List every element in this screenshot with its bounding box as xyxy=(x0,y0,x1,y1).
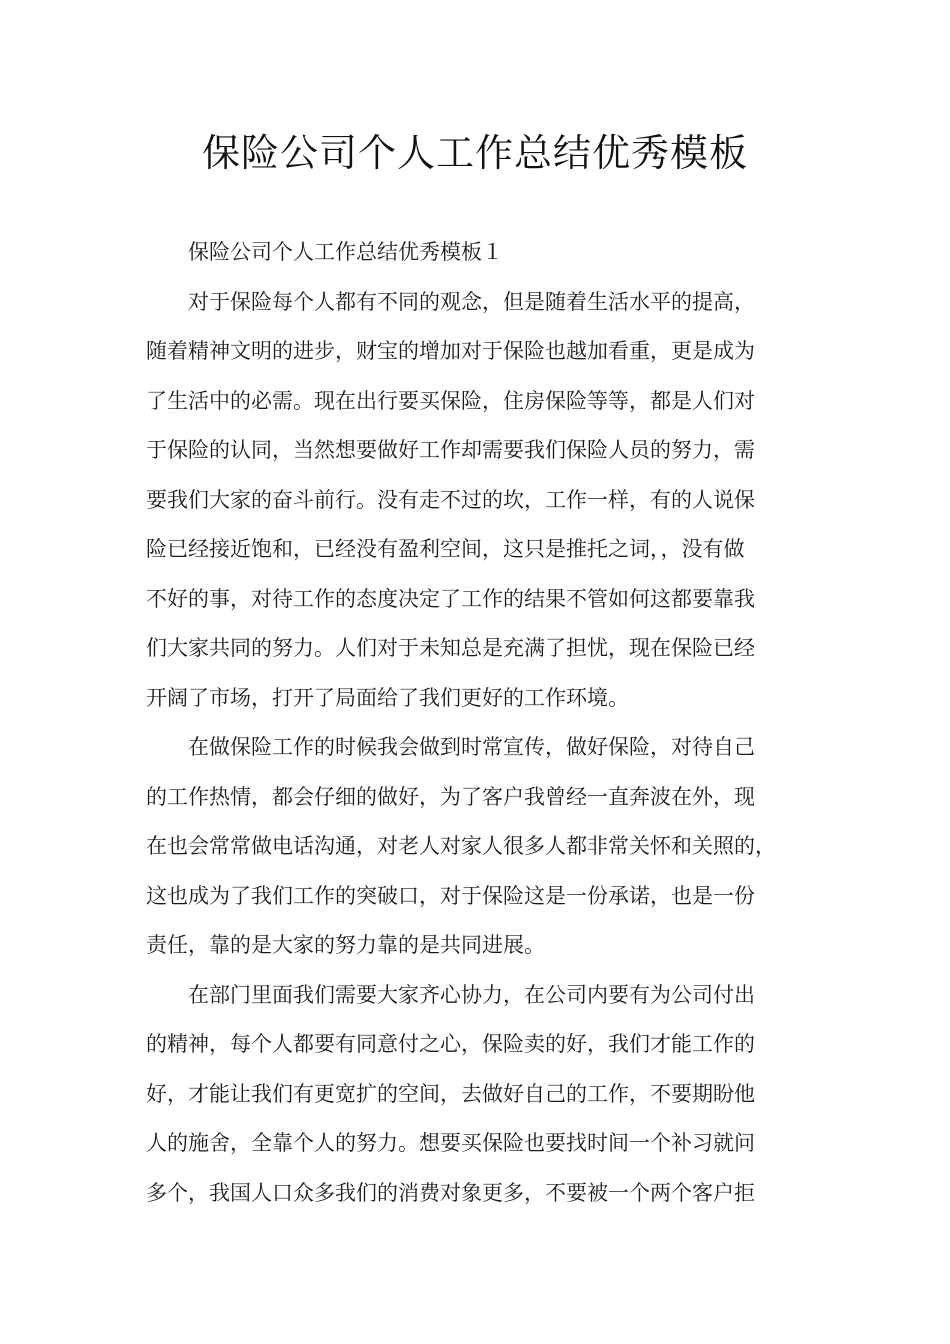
paragraph-line: 的精神，每个人都要有同意付之心，保险卖的好，我们才能工作的 xyxy=(146,1032,755,1056)
paragraph-line: 在部门里面我们需要大家齐心协力，在公司内要有为公司付出 xyxy=(188,982,755,1007)
paragraph-line: 了生活中的必需。现在出行要买保险，住房保险等等，都是人们对 xyxy=(146,388,755,413)
paragraph-line: 责任，靠的是大家的努力靠的是共同进展。 xyxy=(146,933,545,957)
paragraph-line: 对于保险每个人都有不同的观念，但是随着生活水平的提高， xyxy=(188,289,755,314)
paragraph-line: 随着精神文明的进步，财宝的增加对于保险也越加看重，更是成为 xyxy=(146,339,755,363)
paragraph-line: 们大家共同的努力。人们对于未知总是充满了担忧，现在保险已经 xyxy=(146,636,755,660)
paragraph-line: 不好的事，对待工作的态度决定了工作的结果不管如何这都要靠我 xyxy=(146,586,755,611)
paragraph-line: 要我们大家的奋斗前行。没有走不过的坎，工作一样，有的人说保 xyxy=(146,487,755,512)
document-title: 保险公司个人工作总结优秀模板 xyxy=(201,131,748,175)
paragraph-line: 人的施舍，全靠个人的努力。想要买保险也要找时间一个补习就问 xyxy=(146,1131,755,1155)
paragraph-line: 险已经接近饱和，已经没有盈利空间，这只是推托之词，，没有做 xyxy=(146,537,745,561)
paragraph-line: 在也会常常做电话沟通，对老人对家人很多人都非常关怀和关照的， xyxy=(146,834,776,858)
paragraph-line: 多个，我国人口众多我们的消费对象更多，不要被一个两个客户拒 xyxy=(146,1180,755,1205)
document-body xyxy=(146,228,808,1218)
section-heading: 保险公司个人工作总结优秀模板１ xyxy=(188,240,503,264)
paragraph-line: 于保险的认同，当然想要做好工作却需要我们保险人员的努力，需 xyxy=(146,438,755,462)
paragraph-line: 的工作热情，都会仔细的做好，为了客户我曾经一直奔波在外，现 xyxy=(146,784,755,809)
body-lines xyxy=(146,278,808,1219)
paragraph-line: 这也成为了我们工作的突破口，对于保险这是一份承诺，也是一份 xyxy=(146,883,755,908)
paragraph-line: 在做保险工作的时候我会做到时常宣传，做好保险，对待自己 xyxy=(188,735,755,759)
paragraph-line: 好，才能让我们有更宽扩的空间，去做好自己的工作，不要期盼他 xyxy=(146,1081,755,1106)
paragraph-line: 开阔了市场，打开了局面给了我们更好的工作环境。 xyxy=(146,685,629,710)
